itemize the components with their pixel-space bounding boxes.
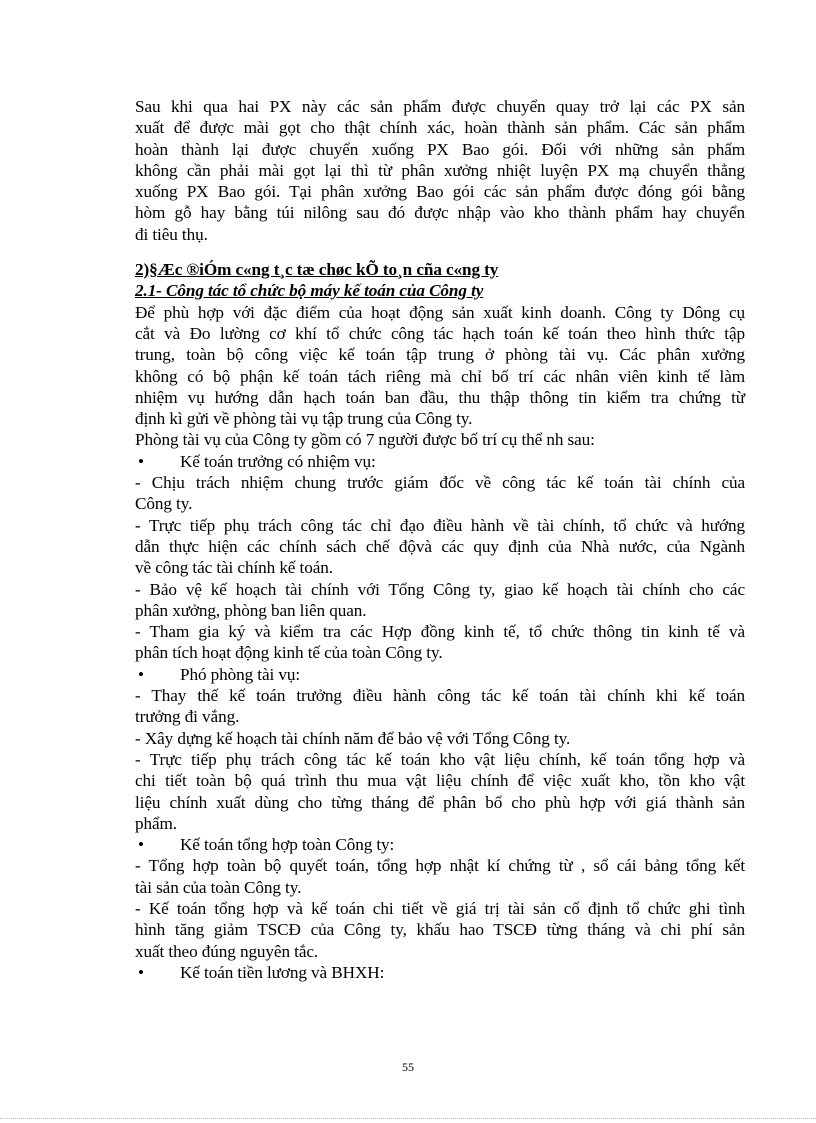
- general-accountant-duties: [135, 855, 745, 961]
- text-line: Sau khi qua hai PX này các sản phẩm được chuyển quay trở lại các PX sản: [135, 97, 745, 116]
- text-line: - Thay thế kế toán trưởng điều hành công tác kế toán tài chính khi kế toán: [135, 686, 745, 706]
- text-line: trung, toàn bộ công việc kế toán tập trung ở phòng tài vụ. Các phân xưởng: [135, 345, 745, 365]
- bullet-chief-accountant: [135, 451, 745, 472]
- bullet-label: Phó phòng tài vụ:: [180, 664, 301, 684]
- text-line: về công tác tài chính kế toán.: [135, 558, 333, 578]
- text-line: hình tăng giảm TSCĐ của Công ty, khấu hao TSCĐ từng tháng và chi phí sản: [135, 920, 745, 940]
- text-line: liệu chính xuất dùng cho từng tháng để phân bổ cho phù hợp với giá thành sản: [135, 792, 745, 812]
- bullet-deputy-head: [135, 664, 745, 685]
- text-line: dẫn thực hiện các chính sách chế độvà các quy định của Nhà nước, của Ngành: [135, 536, 745, 556]
- page-number: 55: [402, 1060, 414, 1074]
- text-line: - Trực tiếp phụ trách công tác kế toán kho vật liệu chính, kế toán tổng hợp và: [135, 749, 745, 769]
- bullet-dot: •: [138, 835, 144, 855]
- bullet-payroll-accountant: [135, 962, 745, 983]
- subsection-heading: 2.1- Công tác tổ chức bộ máy kế toán của Công ty: [135, 281, 484, 301]
- text-line: đi tiêu thụ.: [135, 224, 208, 244]
- deputy-head-duties: [135, 685, 745, 834]
- text-line: xuống PX Bao gói. Tại phân xưởng Bao gói các sản phẩm được đóng gói bằng: [135, 182, 745, 202]
- text-line: chi tiết toàn bộ quá trình thu mua vật liệu chính để việc xuất kho, tồn kho vật: [135, 771, 745, 791]
- section-heading: 2)§Æc ®iÓm c«ng t¸c tæ chøc kÕ to¸n cña c«ng ty: [135, 260, 499, 280]
- text-line: Phòng tài vụ của Công ty gồm có 7 người được bố trí cụ thể nh sau:: [135, 430, 595, 450]
- bullet-label: Kế toán tiền lương và BHXH:: [180, 962, 385, 982]
- text-line: hoàn thành lại được chuyển xuống PX Bao gói. Đối với những sản phẩm: [135, 139, 745, 159]
- text-line: không có bộ phận kế toán tách riêng mà chỉ bố trí các nhân viên kinh tế làm: [135, 366, 745, 386]
- text-line: - Tham gia ký và kiểm tra các Hợp đồng kinh tế, tổ chức thông tin kinh tế và: [135, 622, 745, 642]
- text-line: phân tích hoạt động kinh tế của toàn Công ty.: [135, 643, 443, 663]
- text-line: phẩm.: [135, 813, 177, 833]
- text-line: - Kế toán tổng hợp và kế toán chi tiết về giá trị tài sản cố định tổ chức ghi tình: [135, 898, 745, 918]
- text-line: xuất để được mài gọt cho thật chính xác, hoàn thành sản phẩm. Các sản phẩm: [135, 118, 745, 138]
- text-line: không cần phải mài gọt lại thì từ phân xưởng nhiệt luyện PX mạ chuyển thẳng: [135, 160, 745, 180]
- text-line: trưởng đi vắng.: [135, 707, 240, 727]
- bullet-label: Kế toán tổng hợp toàn Công ty:: [180, 835, 395, 855]
- text-line: hòm gỗ hay bằng túi nilông sau đó được nhập vào kho thành phẩm hay chuyển: [135, 203, 745, 223]
- text-line: - Bảo vệ kế hoạch tài chính với Tổng Công ty, giao kế hoạch tài chính cho các: [135, 579, 745, 599]
- text-line: xuất theo đúng nguyên tắc.: [135, 941, 319, 961]
- chief-accountant-duties: [135, 472, 745, 664]
- text-line: phân xưởng, phòng ban liên quan.: [135, 600, 367, 620]
- bullet-dot: •: [138, 962, 144, 982]
- text-line: - Xây dựng kế hoạch tài chính năm để bảo vệ với Tổng Công ty.: [135, 728, 571, 748]
- text-line: Công ty.: [135, 494, 193, 514]
- text-line: Để phù hợp với đặc điểm của hoạt động sản xuất kinh doanh. Công ty Dông cụ: [135, 302, 745, 322]
- paragraph-accounting-organization: [135, 302, 745, 451]
- paragraph-product-flow: [135, 96, 745, 245]
- page-bottom-divider: [0, 1118, 816, 1119]
- text-line: cắt và Đo lường cơ khí tổ chức công tác hạch toán kế toán theo hình thức tập: [135, 323, 745, 343]
- bullet-dot: •: [138, 664, 144, 684]
- text-line: - Chịu trách nhiệm chung trước giám đốc về công tác kế toán tài chính của: [135, 473, 745, 493]
- text-line: - Trực tiếp phụ trách công tác chỉ đạo điều hành về tài chính, tổ chức và hướng: [135, 515, 745, 535]
- document-body: [135, 96, 745, 983]
- bullet-label: Kế toán trưởng có nhiệm vụ:: [180, 451, 376, 471]
- text-line: tài sản của toàn Công ty.: [135, 877, 302, 897]
- text-line: - Tổng hợp toàn bộ quyết toán, tổng hợp nhật kí chứng từ , sổ cái bảng tổng kết: [135, 856, 745, 876]
- text-line: nhiệm vụ hướng dẫn hạch toán ban đầu, thu thập thông tin kiểm tra chứng từ: [135, 387, 745, 407]
- text-line: định kì gửi về phòng tài vụ tập trung của Công ty.: [135, 409, 473, 429]
- bullet-dot: •: [138, 451, 144, 471]
- bullet-general-accountant: [135, 834, 745, 855]
